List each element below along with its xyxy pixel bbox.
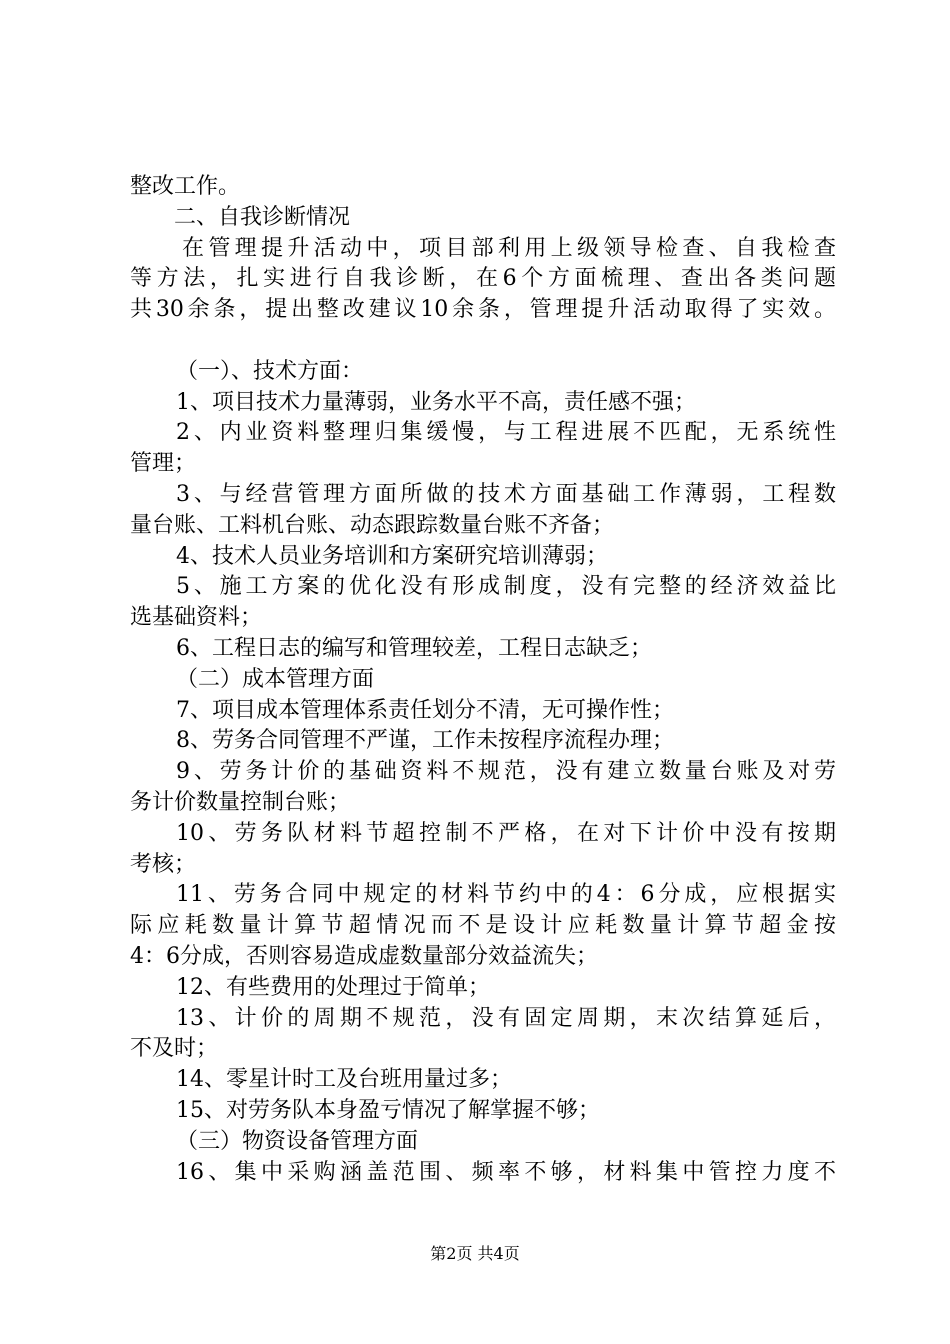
list-item-continuation: 际应耗数量计算节超情况而不是设计应耗数量计算节超金按: [130, 913, 836, 939]
subsection-heading-materials: （三）物资设备管理方面: [176, 1128, 419, 1154]
list-item: 4、技术人员业务培训和方案研究培训薄弱；: [176, 543, 608, 569]
list-item: 13、计价的周期不规范，没有固定周期，末次结算延后，: [176, 1005, 836, 1031]
paragraph-line: 等方法，扎实进行自我诊断，在6个方面梳理、查出各类问题: [130, 266, 836, 292]
list-item: 7、项目成本管理体系责任划分不清，无可操作性；: [176, 697, 674, 723]
list-item: 16、集中采购涵盖范围、频率不够，材料集中管控力度不: [176, 1159, 836, 1185]
text-line: 整改工作。: [130, 174, 241, 199]
list-item: 5、施工方案的优化没有形成制度，没有完整的经济效益比: [176, 574, 836, 600]
section-heading-self-diagnosis: 二、自我诊断情况: [174, 204, 351, 230]
list-item: 15、对劳务队本身盈亏情况了解掌握不够；: [176, 1097, 600, 1123]
list-item: 11、劳务合同中规定的材料节约中的4：6分成，应根据实: [176, 882, 836, 908]
subsection-heading-cost: （二）成本管理方面: [176, 666, 375, 692]
paragraph-gap: [130, 326, 836, 357]
list-item-continuation: 务计价数量控制台账；: [130, 789, 351, 815]
list-item: 6、工程日志的编写和管理较差，工程日志缺乏；: [176, 635, 652, 661]
list-item-continuation: 管理；: [130, 451, 197, 477]
paragraph-line: 共30余条，提出整改建议10余条，管理提升活动取得了实效。: [130, 297, 836, 323]
list-item-continuation: 4：6分成，否则容易造成虚数量部分效益流失；: [130, 943, 598, 969]
list-item: 9、劳务计价的基础资料不规范，没有建立数量台账及对劳: [176, 759, 836, 785]
list-item-continuation: 量台账、工料机台账、动态跟踪数量台账不齐备；: [130, 512, 615, 538]
list-item: 12、有些费用的处理过于简单；: [176, 974, 490, 1000]
document-body: [130, 172, 836, 1188]
list-item: 1、项目技术力量薄弱，业务水平不高，责任感不强；: [176, 389, 696, 415]
page-number-footer: 第2页 共4页: [430, 1244, 520, 1263]
list-item-continuation: 选基础资料；: [130, 605, 263, 631]
list-item: 14、零星计时工及台班用量过多；: [176, 1067, 512, 1093]
subsection-heading-technical: （一）、技术方面：: [176, 358, 364, 384]
list-item: 2、内业资料整理归集缓慢，与工程进展不匹配，无系统性: [176, 420, 836, 446]
list-item: 8、劳务合同管理不严谨，工作未按程序流程办理；: [176, 728, 674, 754]
list-item-continuation: 不及时；: [130, 1036, 219, 1062]
list-item: 10、劳务队材料节超控制不严格，在对下计价中没有按期: [176, 820, 836, 846]
list-item-continuation: 考核；: [130, 851, 197, 877]
paragraph-line: 在管理提升活动中，项目部利用上级领导检查、自我检查: [182, 235, 836, 261]
list-item: 3、与经营管理方面所做的技术方面基础工作薄弱，工程数: [176, 481, 836, 507]
